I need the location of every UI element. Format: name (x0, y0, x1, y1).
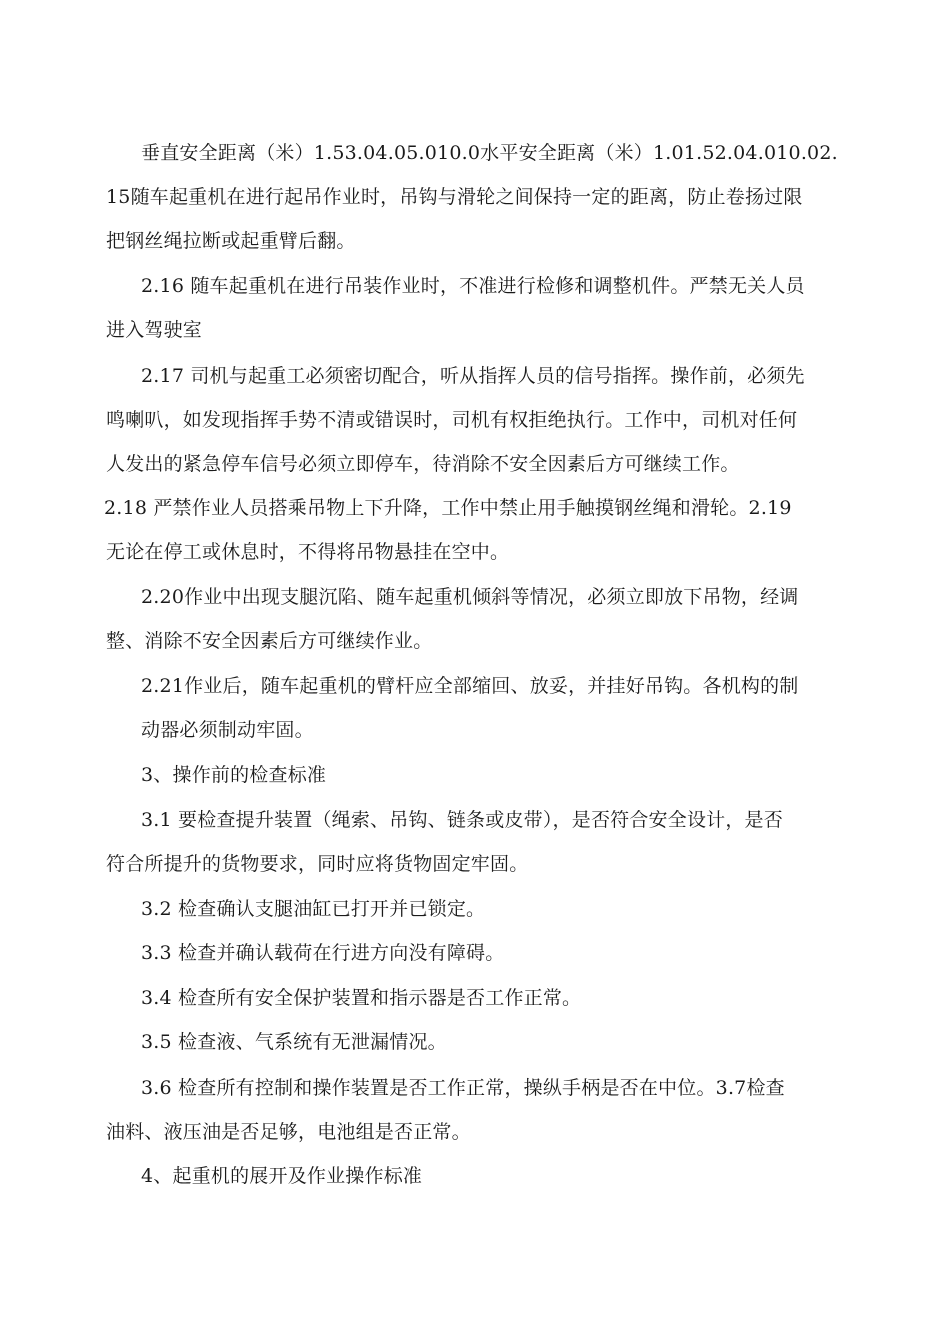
text-line: 鸣喇叭，如发现指挥手势不清或错误时，司机有权拒绝执行。工作中，司机对任何 (106, 409, 798, 431)
section-heading: 3、操作前的检查标准 (141, 764, 327, 786)
text-line: 垂直安全距离（米）1.53.04.05.010.0水平安全距离（米）1.01.52.04.010.02. (141, 142, 838, 164)
text-line: 油料、液压油是否足够，电池组是否正常。 (106, 1121, 471, 1143)
text-line: 15随车起重机在进行起吊作业时，吊钩与滑轮之间保持一定的距离，防止卷扬过限 (106, 186, 803, 208)
text-line: 整、消除不安全因素后方可继续作业。 (106, 630, 433, 652)
text-line: 无论在停工或休息时，不得将吊物悬挂在空中。 (106, 541, 510, 563)
text-line: 2.18 严禁作业人员搭乘吊物上下升降，工作中禁止用手触摸钢丝绳和滑轮。2.19 (104, 497, 792, 519)
text-line: 2.21作业后，随车起重机的臂杆应全部缩回、放妥，并挂好吊钩。各机构的制 (141, 675, 799, 697)
text-line: 3.4 检查所有安全保护装置和指示器是否工作正常。 (141, 987, 582, 1009)
text-line: 进入驾驶室 (106, 319, 203, 341)
text-line: 符合所提升的货物要求，同时应将货物固定牢固。 (106, 853, 529, 875)
section-heading: 4、起重机的展开及作业操作标准 (141, 1165, 423, 1187)
text-line: 2.20作业中出现支腿沉陷、随车起重机倾斜等情况，必须立即放下吊物，经调 (141, 586, 799, 608)
text-line: 3.6 检查所有控制和操作装置是否工作正常，操纵手柄是否在中位。3.7检查 (141, 1077, 785, 1099)
text-line: 把钢丝绳拉断或起重臂后翻。 (106, 230, 356, 252)
text-line: 3.1 要检查提升装置（绳索、吊钩、链条或皮带），是否符合安全设计，是否 (141, 809, 783, 831)
text-line: 3.2 检查确认支腿油缸已打开并已锁定。 (141, 898, 486, 920)
text-line: 2.17 司机与起重工必须密切配合，听从指挥人员的信号指挥。操作前，必须先 (141, 365, 805, 387)
text-line: 3.5 检查液、气系统有无泄漏情况。 (141, 1031, 447, 1053)
text-line: 人发出的紧急停车信号必须立即停车，待消除不安全因素后方可继续工作。 (106, 453, 740, 475)
text-line: 动器必须制动牢固。 (141, 719, 314, 741)
text-line: 3.3 检查并确认载荷在行进方向没有障碍。 (141, 942, 505, 964)
text-line: 2.16 随车起重机在进行吊装作业时，不准进行检修和调整机件。严禁无关人员 (141, 275, 805, 297)
